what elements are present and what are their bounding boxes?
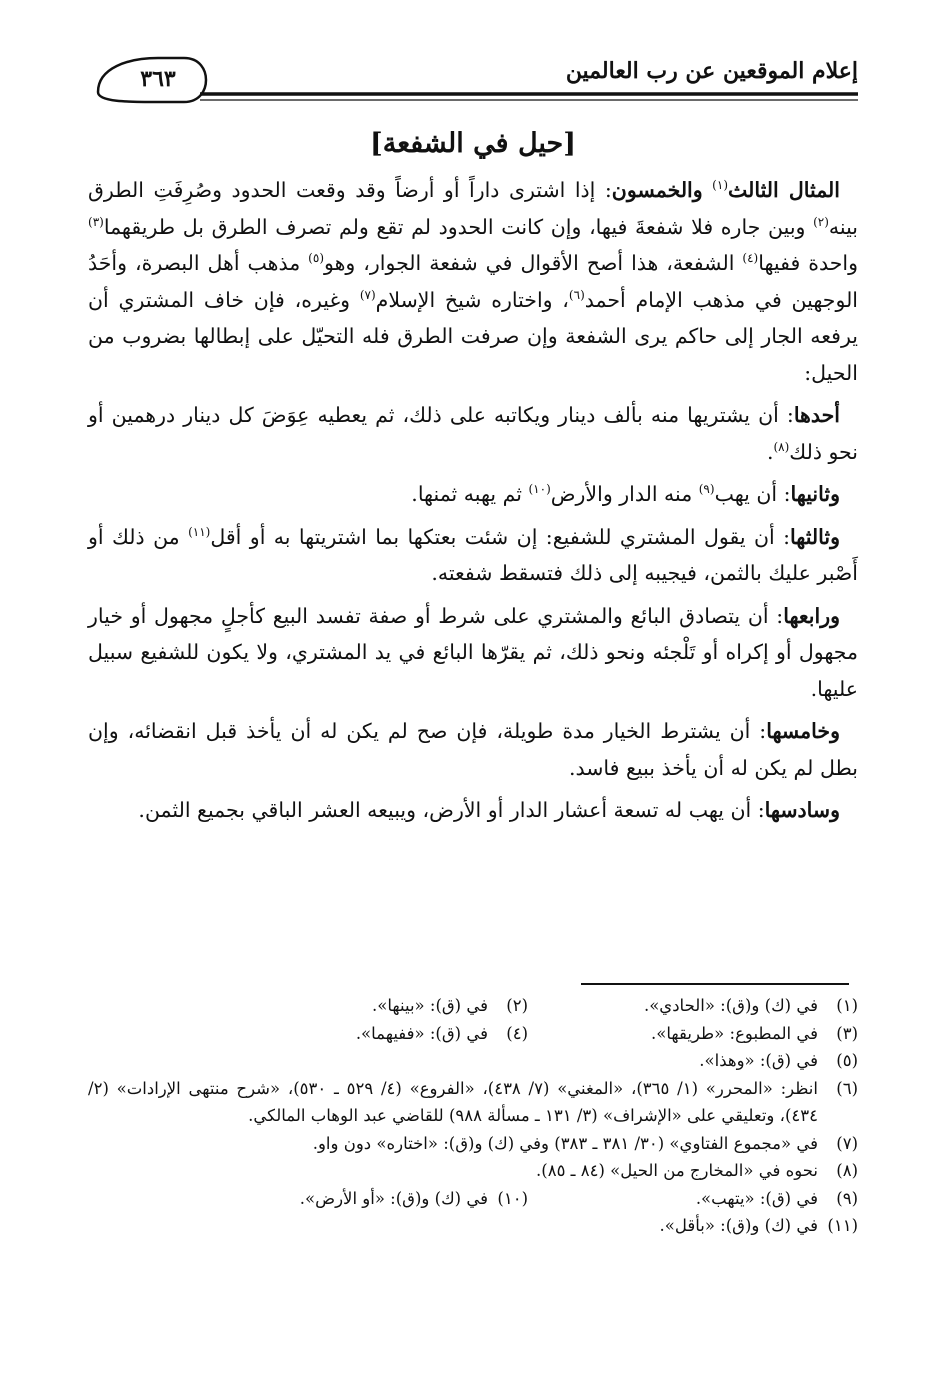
- footnote-number: (٢): [506, 996, 528, 1015]
- footnote-11: [88, 1212, 858, 1240]
- footnote-10: [198, 1185, 528, 1213]
- page-header: [88, 50, 858, 108]
- footnote-4: [198, 1020, 528, 1048]
- footnote-text: نحوه في «المخارج من الحيل» (٨٤ ـ ٨٥).: [536, 1161, 818, 1180]
- footnote-row: [88, 992, 858, 1020]
- paragraph-text: ، واختاره شيخ الإسلام: [375, 287, 569, 312]
- paragraph-text: : أن يشتريها منه بألف دينار ويكاتبه على ذلك، ثم يعطيه عِوَضَ كل دينار درهمين أو نحو ذلك: [88, 403, 858, 464]
- footnote-number: (١): [836, 996, 858, 1015]
- footnote-number: (١٠): [497, 1188, 528, 1208]
- paragraph-lead: وثانيها: [790, 482, 840, 506]
- paragraph-text: واحدة ففيها: [758, 251, 858, 275]
- footnote-ref: (٢): [813, 214, 829, 229]
- footnote-ref: (٥): [308, 251, 324, 266]
- footnote-ref: (١٠): [528, 482, 551, 497]
- paragraph-text: مذهب أهل البصرة، وأحَدُ الوجهين في مذهب الإمام أحمد: [88, 251, 859, 312]
- footnote-ref: (١): [712, 178, 728, 193]
- footnote-1: [528, 992, 858, 1020]
- paragraph-7: [88, 792, 858, 829]
- paragraph-text: منه الدار والأرض: [550, 482, 699, 506]
- footnote-row: [88, 1185, 858, 1213]
- page-number: ٣٦٣: [140, 66, 176, 92]
- paragraph-text: : أن يتصادق البائع والمشتري على شرط أو صفة تفسد البيع كأجلٍ مجهول أو خيار مجهول أو إكراه أو تَلْجئه ونحو ذلك، ثم يقرّها البائع في يد المشتري، ولا يكون للشفيع سبيل عليها.: [88, 603, 858, 701]
- paragraph-lead: وثالثها: [790, 524, 840, 549]
- paragraph-text: : أن يقول المشتري للشفيع: إن شئت بعتكها بما اشتريتها به أو أقل: [210, 524, 791, 549]
- paragraph-text: وبين جاره فلا شفعةَ فيها، وإن كانت الحدود لم تقع ولم تصرف الطرق بل طريقهما: [103, 214, 814, 239]
- footnote-number: (٤): [506, 1023, 528, 1043]
- footnote-ref: (٣): [88, 214, 104, 229]
- paragraph-lead: ورابعها: [783, 603, 840, 628]
- paragraph-text: .: [766, 439, 774, 464]
- footnote-text: في (ك) و(ق): «الحادي».: [643, 996, 818, 1015]
- footnote-number: (٩): [836, 1188, 858, 1208]
- paragraph-4: [88, 519, 858, 592]
- footnote-9: [528, 1185, 858, 1213]
- paragraph-3: [88, 476, 858, 513]
- footnote-ref: (١١): [188, 524, 211, 539]
- footnote-3: [528, 1020, 858, 1048]
- footnote-ref: (٧): [359, 287, 376, 302]
- section-title: [حيل في الشفعة]: [369, 128, 577, 159]
- footnote-divider: [581, 983, 849, 985]
- paragraph-lead: وسادسها: [764, 798, 840, 822]
- footnote-text: في (ك) و(ق): «أو الأرض».: [299, 1188, 488, 1208]
- footnote-6: [88, 1075, 858, 1130]
- paragraph-text: ثم يهبه ثمنها.: [411, 482, 529, 506]
- footnote-ref: (٨): [773, 439, 790, 454]
- paragraph-text: الشفعة، هذا أصح الأقوال في شفعة الجوار، وهو: [324, 251, 743, 275]
- footnote-7: [88, 1130, 858, 1158]
- footnote-number: (٣): [836, 1023, 858, 1043]
- paragraph-text: : أن يشترط الخيار مدة طويلة، فإن صح لم يكن له أن يأخذ قبل انقضائه، وإن بطل لم يكن له أن يأخذ ببيع فاسد.: [88, 719, 858, 780]
- footnote-ref: (٤): [742, 251, 759, 266]
- footnote-text: في المطبوع: «طريقها».: [651, 1023, 818, 1043]
- running-title: إعلام الموقعين عن رب العالمين: [565, 58, 858, 84]
- footnote-5: [88, 1047, 858, 1075]
- paragraph-text: : أن يهب له تسعة أعشار الدار أو الأرض، ويبيعه العشر الباقي بجميع الثمن.: [138, 798, 765, 822]
- paragraph-1: [88, 172, 858, 391]
- footnote-ref: (٩): [698, 482, 715, 497]
- paragraph-text: وغيره، فإن خاف المشتري أن يرفعه الجار إلى حاكم يرى الشفعة وإن صرفت الطرق فله التحيّل على إبطالها بضروب من الحيل:: [88, 287, 858, 385]
- main-text: [88, 172, 858, 835]
- paragraph-lead: والخمسون: [611, 178, 703, 202]
- paragraph-text: من ذلك أو أَصْبر عليك بالثمن، فيجيبه إلى ذلك فتسقط شفعته.: [88, 524, 858, 585]
- footnote-text: في (ق): «وهذا».: [699, 1051, 818, 1070]
- footnote-number: (١١): [827, 1216, 858, 1235]
- footnote-2: [198, 992, 528, 1020]
- footnote-text: انظر: «المحرر» (١/ ٣٦٥)، «المغني» (٧/ ٤٣٨)، «الفروع» (٤/ ٥٢٩ ـ ٥٣٠)، «شرح منتهى الإرادات» (٢/ ٤٣٤)، وتعليقي على «الإشراف» (٣/ ١٣١ ـ مسألة ٩٨٨) للقاضي عبد الوهاب المالكي.: [88, 1078, 818, 1125]
- paragraph-6: [88, 713, 858, 786]
- footnotes: [88, 992, 858, 1240]
- footnote-text: في «مجموع الفتاوي» (٣٠/ ٣٨١ ـ ٣٨٣) وفي (ك) و(ق): «اختاره» دون واو.: [312, 1133, 818, 1153]
- footnote-text: في (ق): «ففيهما».: [355, 1023, 488, 1043]
- footnote-number: (٥): [836, 1051, 858, 1070]
- paragraph-lead: المثال الثالث: [728, 178, 840, 202]
- footnote-text: في (ق): «يتهب».: [695, 1188, 818, 1208]
- paragraph-5: [88, 598, 858, 708]
- footnote-number: (٧): [836, 1133, 858, 1153]
- footnote-number: (٦): [836, 1078, 858, 1098]
- footnote-row: [88, 1020, 858, 1048]
- paragraph-lead: أحدها: [793, 403, 840, 427]
- paragraph-lead: وخامسها: [766, 719, 840, 743]
- footnote-text: في (ك) و(ق): «بأقل».: [659, 1216, 818, 1235]
- paragraph-2: [88, 397, 858, 470]
- paragraph-text: : إذا اشترى داراً أو أرضاً وقد وقعت الحدود وصُرِفَتِ الطرق بينه: [88, 178, 858, 239]
- footnote-text: في (ق): «بينها».: [372, 996, 488, 1015]
- footnote-8: [88, 1157, 858, 1185]
- footnote-number: (٨): [836, 1161, 858, 1180]
- footnote-ref: (٦): [568, 287, 585, 302]
- paragraph-text: : أن يهب: [714, 482, 791, 506]
